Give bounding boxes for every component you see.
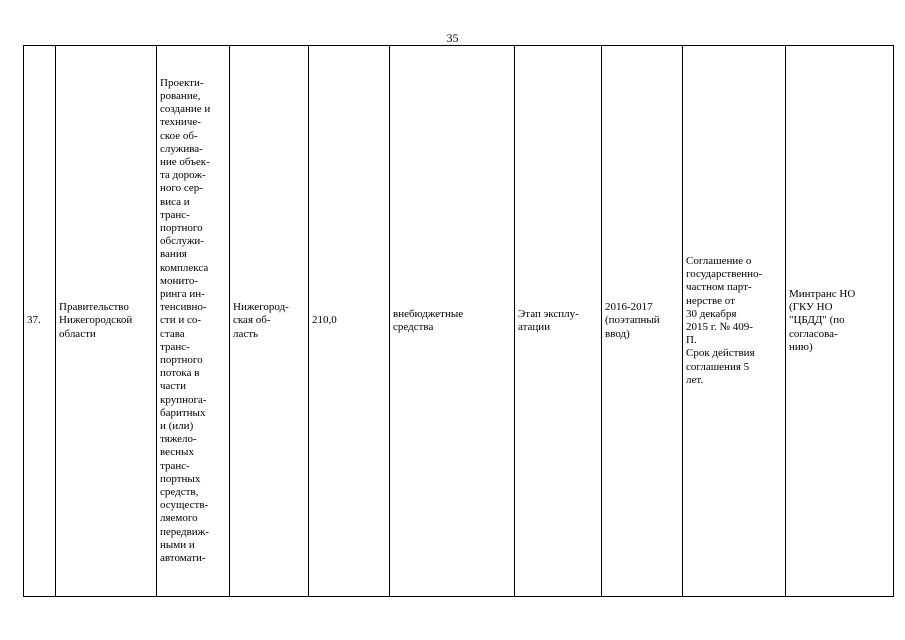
description-cell [157, 46, 230, 597]
description-line: части [160, 380, 186, 393]
description-line: ринга ин- [160, 287, 205, 300]
description-line: потока в [160, 367, 200, 380]
description-line: техниче- [160, 116, 201, 129]
description-line: вания [160, 248, 187, 261]
description-line: транс- [160, 459, 190, 472]
stage-cell: Этап эксплу- атации [515, 46, 602, 597]
description-line: портного [160, 354, 203, 366]
period-cell: 2016-2017 (поэтапный ввод) [602, 46, 683, 597]
description-line: автомати- [160, 552, 206, 565]
description-line: ское об- [160, 129, 198, 142]
page-number: 35 [446, 31, 459, 45]
description-line: виса и [160, 195, 190, 208]
agreement-cell: Соглашение о государственно- частном парт- нерстве от 30 декабря 2015 г. № 409- П. Срок действия соглашения 5 лет. [683, 46, 786, 597]
description-line: ние объек- [160, 155, 210, 168]
description-line: комплекса [160, 261, 209, 274]
amount-cell: 210,0 [309, 46, 390, 597]
description-line: создание и [160, 103, 211, 116]
responsible-cell: Минтранс НО (ГКУ НО "ЦБДД" (по согласова- нию) [786, 46, 894, 597]
description-line: тенсивно- [160, 301, 207, 314]
row-number-cell: 37. [24, 46, 56, 597]
description-line: става [160, 327, 185, 340]
description-line: та дорож- [160, 169, 206, 182]
description-line: средств, [160, 486, 199, 499]
description-line: баритных [160, 406, 206, 419]
description-line: передвиж- [160, 525, 209, 538]
description-line: рование, [160, 89, 201, 102]
description-line: весных [160, 446, 194, 459]
region-cell: Нижегород- ская об- ласть [230, 46, 309, 597]
description-line: портных [160, 472, 201, 485]
table-row [24, 46, 894, 597]
description-line: ляемого [160, 512, 198, 525]
description-line: осуществ- [160, 499, 209, 512]
description-line: и (или) [160, 420, 194, 433]
description-line: ными и [160, 538, 195, 551]
description-line: транс- [160, 340, 190, 353]
funding-source-cell: внебюджетные средства [390, 46, 515, 597]
description-line: монито- [160, 274, 199, 287]
description-line: Проекти- [160, 76, 204, 89]
description-line: обслужи- [160, 235, 204, 248]
description-line: портного [160, 221, 203, 234]
description-line: тяжело- [160, 433, 197, 446]
description-line: ного сер- [160, 182, 203, 195]
organization-cell: Правительство Нижегородской области [56, 46, 157, 597]
description-line: служива- [160, 142, 203, 155]
description-line: крупнога- [160, 393, 207, 406]
description-line: транс- [160, 208, 190, 221]
project-table [23, 45, 894, 597]
description-line: сти и со- [160, 314, 202, 327]
